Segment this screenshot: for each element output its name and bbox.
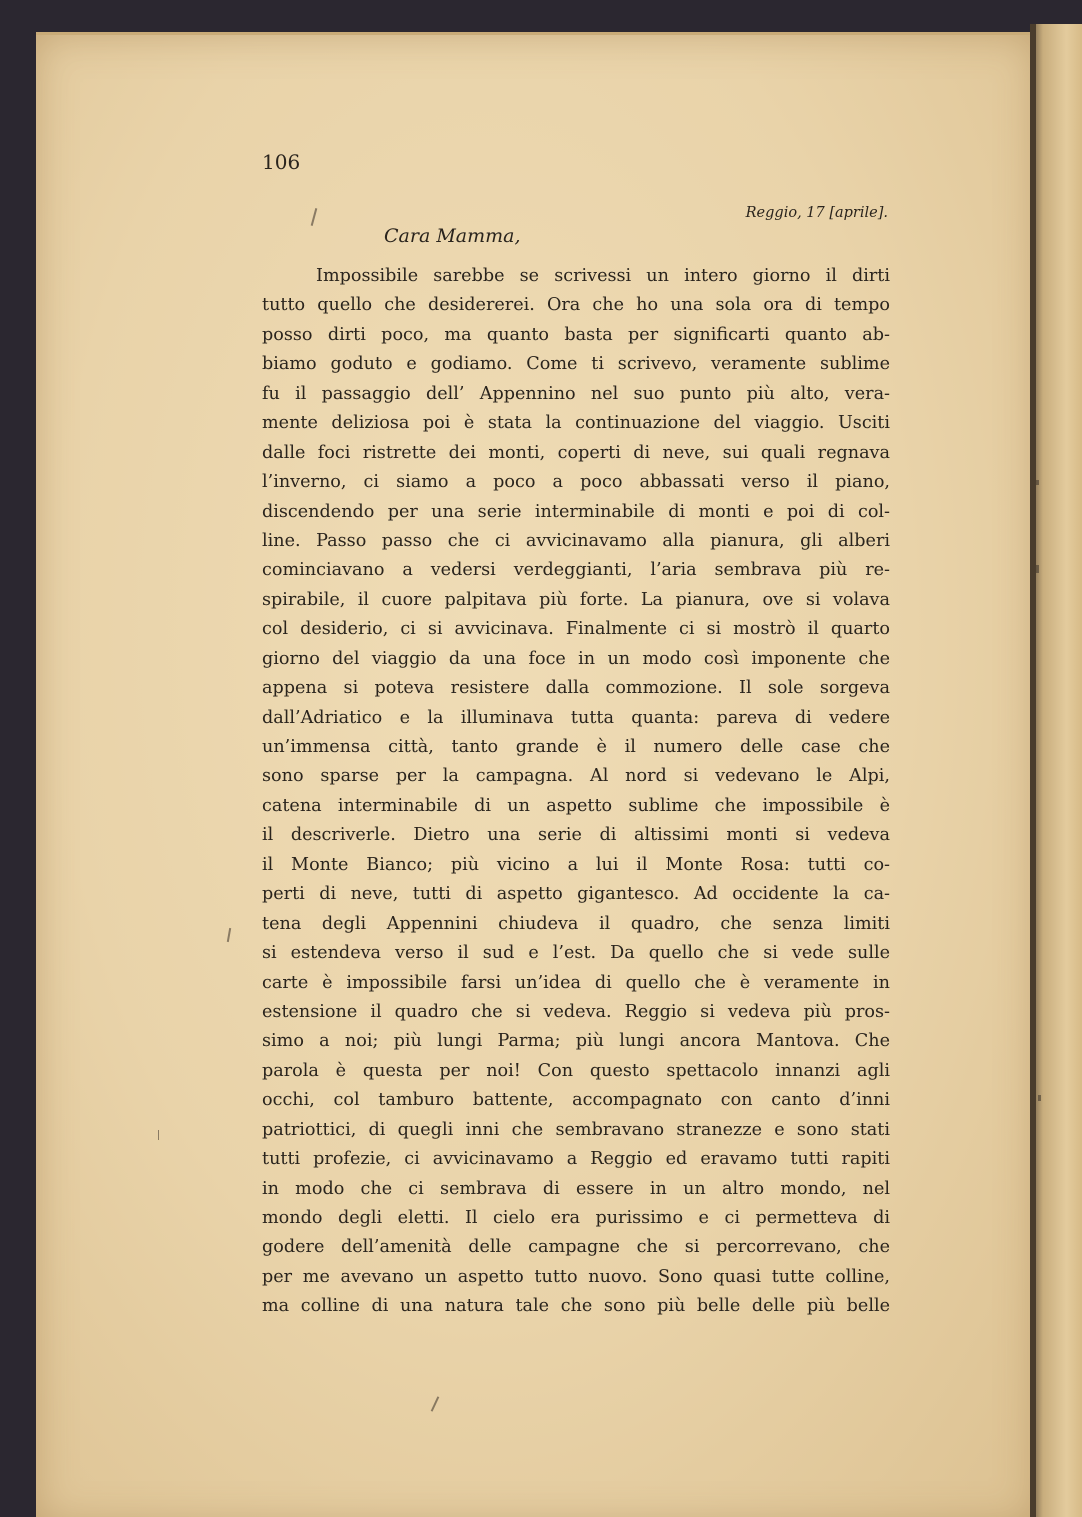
text-line: catena interminabile di un aspetto sublime che impossibile è: [262, 795, 890, 816]
text-line: ma colline di una natura tale che sono più belle delle più belle: [262, 1296, 890, 1317]
text-line: sono sparse per la campagna. Al nord si vedevano le Alpi,: [262, 766, 890, 787]
text-line: un’immensa città, tanto grande è il numero delle case che: [262, 737, 890, 757]
paper-speck: [1036, 480, 1039, 485]
text-line: mondo degli eletti. Il cielo era purissimo e ci permetteva di: [262, 1208, 890, 1228]
text-line: appena si poteva resistere dalla commozione. Il sole sorgeva: [262, 678, 890, 699]
text-line: fu il passaggio dell’ Appennino nel suo punto più alto, vera-: [262, 383, 890, 404]
text-line: parola è questa per noi! Con questo spettacolo innanzi agli: [262, 1060, 890, 1081]
text-line: simo a noi; più lungi Parma; più lungi ancora Mantova. Che: [262, 1031, 890, 1052]
text-line: per me avevano un aspetto tutto nuovo. Sono quasi tutte colline,: [262, 1266, 890, 1287]
paper-speck: [1036, 565, 1039, 573]
text-line: spirabile, il cuore palpitava più forte. La pianura, ove si volava: [262, 589, 890, 610]
text-line: giorno del viaggio da una foce in un modo così imponente che: [262, 648, 890, 669]
text-line: mente deliziosa poi è stata la continuazione del viaggio. Usciti: [262, 413, 890, 434]
dateline: Reggio, 17 [aprile].: [745, 205, 888, 221]
text-line: tutto quello che desidererei. Ora che ho una sola ora di tempo: [262, 295, 890, 316]
text-line: biamo goduto e godiamo. Come ti scrivevo, veramente sublime: [262, 354, 890, 375]
paper-speck: [1038, 1095, 1041, 1101]
text-line: si estendeva verso il sud e l’est. Da quello che si vede sulle: [262, 943, 890, 964]
text-line: Impossibile sarebbe se scrivessi un intero giorno il dirti: [316, 266, 890, 286]
text-line: occhi, col tamburo battente, accompagnato con canto d’inni: [262, 1090, 890, 1111]
book-gutter: [1030, 24, 1082, 1517]
page-number: 106: [262, 150, 301, 174]
paper-speck: [158, 1130, 159, 1140]
text-line: godere dell’amenità delle campagne che si percorrevano, che: [262, 1237, 890, 1258]
text-line: tena degli Appennini chiudeva il quadro, che senza limiti: [262, 913, 890, 934]
text-line: cominciavano a vedersi verdeggianti, l’aria sembrava più re-: [262, 560, 890, 581]
text-line: discendendo per una serie interminabile di monti e poi di col-: [262, 501, 890, 522]
text-line: il Monte Bianco; più vicino a lui il Monte Rosa: tutti co-: [262, 854, 890, 875]
text-line: patriottici, di quegli inni che sembravano stranezze e sono stati: [262, 1119, 890, 1140]
text-line: in modo che ci sembrava di essere in un altro mondo, nel: [262, 1178, 890, 1199]
text-line: perti di neve, tutti di aspetto gigantesco. Ad occidente la ca-: [262, 884, 890, 905]
text-line: col desiderio, ci si avvicinava. Finalmente ci si mostrò il quarto: [262, 619, 890, 640]
salutation: Cara Mamma,: [384, 225, 521, 247]
text-line: estensione il quadro che si vedeva. Reggio si vedeva più pros-: [262, 1001, 890, 1022]
text-line: dall’Adriatico e la illuminava tutta quanta: pareva di vedere: [262, 707, 890, 728]
text-line: l’inverno, ci siamo a poco a poco abbassati verso il piano,: [262, 472, 890, 493]
text-line: tutti profezie, ci avvicinavamo a Reggio ed eravamo tutti rapiti: [262, 1149, 890, 1170]
text-line: il descriverle. Dietro una serie di altissimi monti si vedeva: [262, 825, 890, 846]
text-line: posso dirti poco, ma quanto basta per significarti quanto ab-: [262, 324, 890, 345]
text-line: dalle foci ristrette dei monti, coperti di neve, sui quali regnava: [262, 442, 890, 463]
letter-body: [262, 262, 890, 1322]
text-line: carte è impossibile farsi un’idea di quello che è veramente in: [262, 972, 890, 993]
text-line: line. Passo passo che ci avvicinavamo alla pianura, gli alberi: [262, 530, 890, 551]
